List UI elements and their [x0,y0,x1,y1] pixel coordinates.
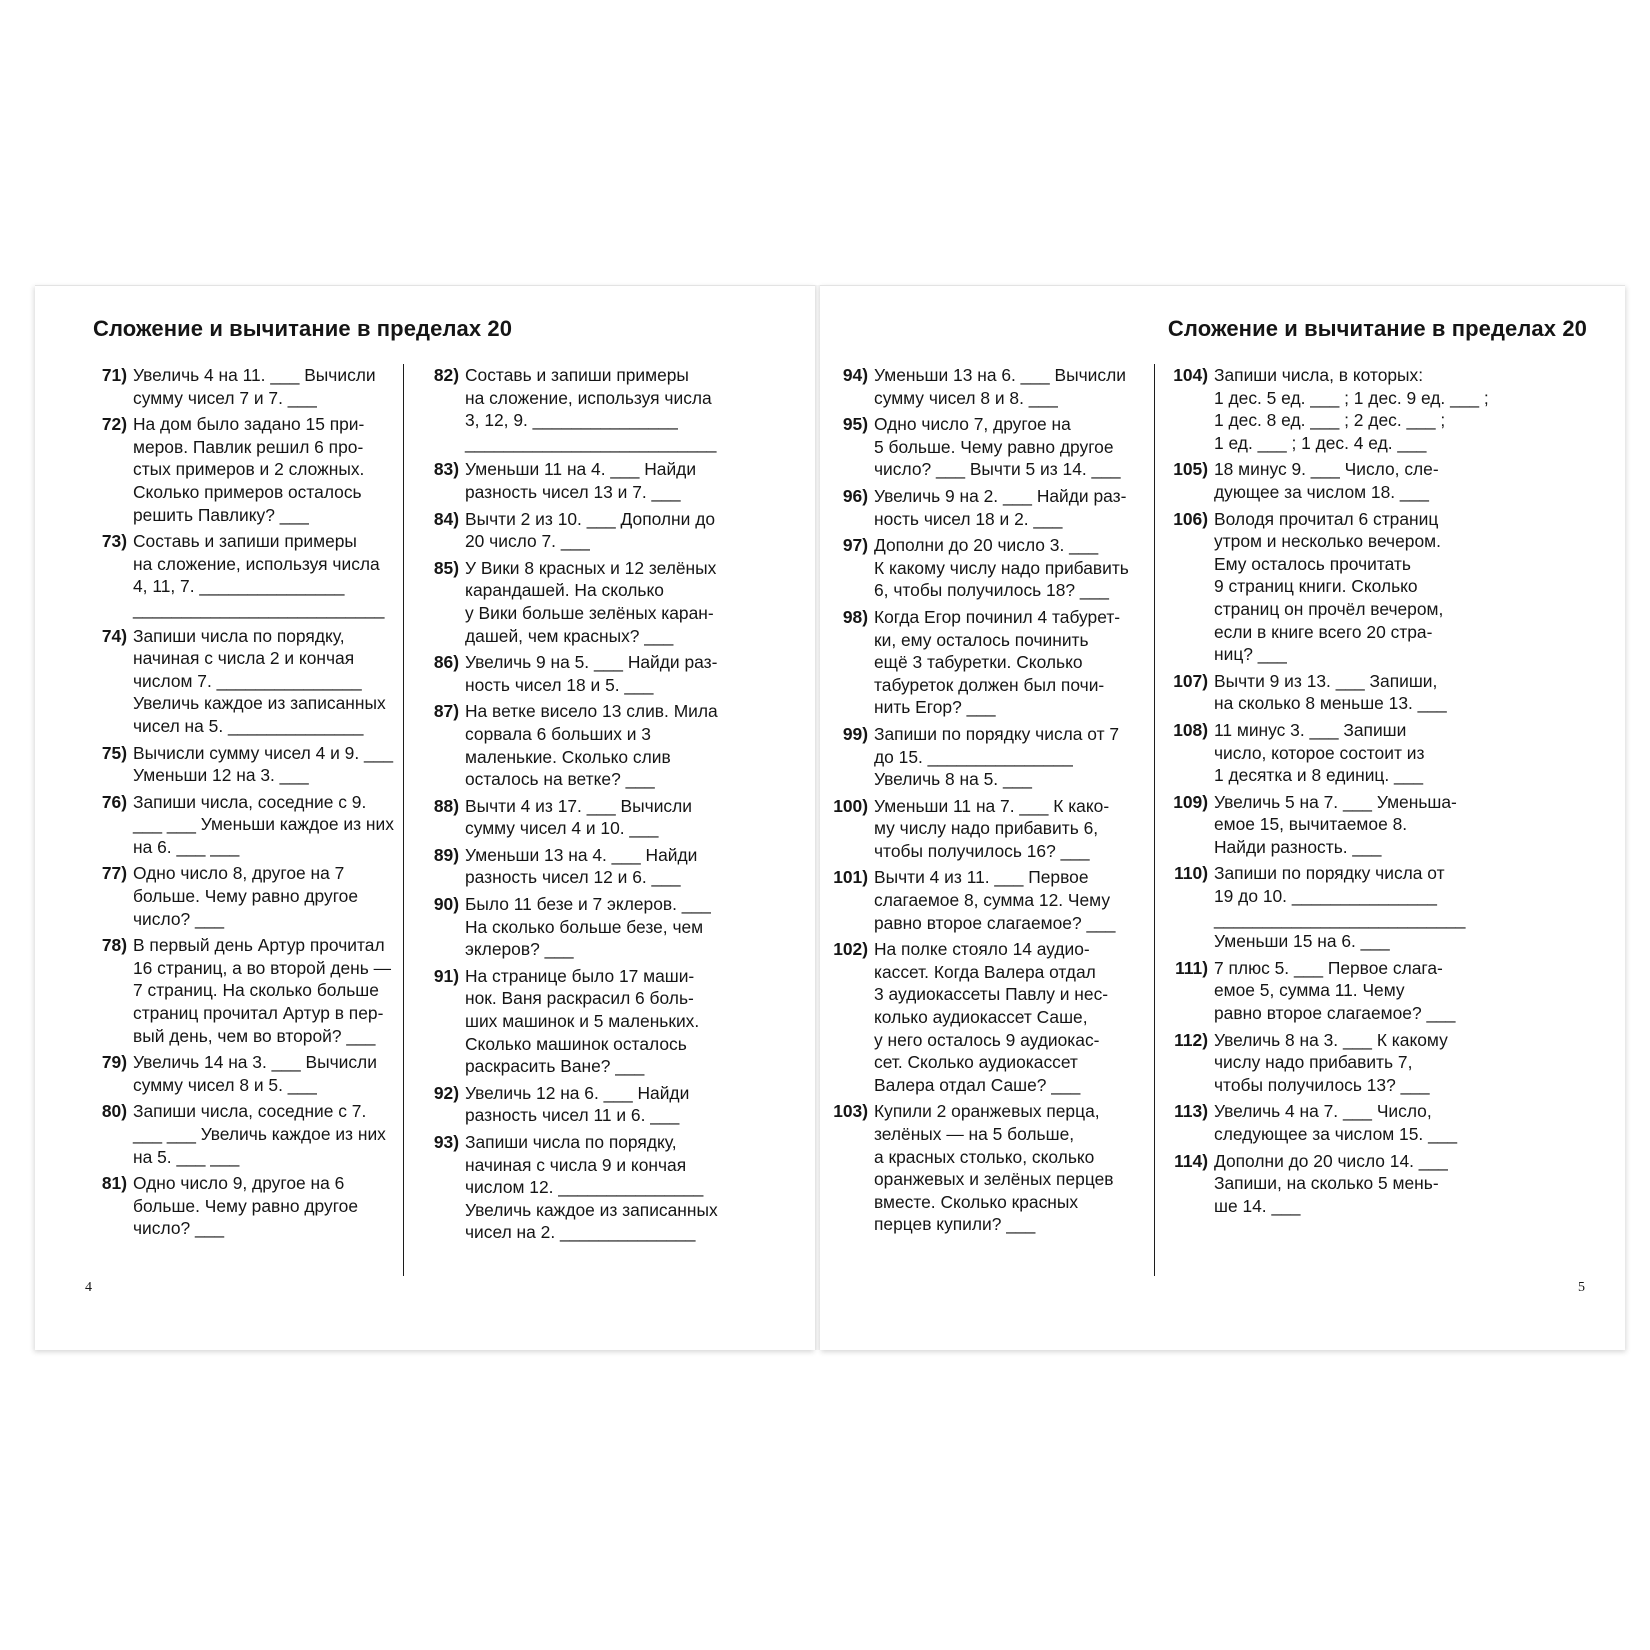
exercise-text: Когда Егор починил 4 табурет- ки, ему осталось починить ещё 3 табуретки. Сколько табуреток должен был почи- нить Егор? ___ [874,606,1121,718]
exercise-text: Дополни до 20 число 14. ___ Запиши, на сколько 5 мень- ше 14. ___ [1214,1150,1448,1216]
exercise-number: 74) [101,625,127,646]
exercise-item [1156,458,1490,503]
exercise-number: 76) [101,791,127,812]
exercise-text: Увеличь 9 на 2. ___ Найди раз- ность чисел 18 и 2. ___ [874,485,1127,529]
exercise-item [816,723,1144,791]
exercise-number: 75) [101,742,127,763]
exercise-item [419,965,739,1078]
exercise-item [419,893,739,961]
exercise-item [87,364,412,409]
exercise-text: Запиши числа, соседние с 9. ___ ___ Уменьши каждое из них на 6. ___ ___ [133,791,394,857]
exercise-number: 97) [842,535,868,556]
exercise-item [419,364,739,454]
exercise-item [1156,862,1490,952]
exercise-item [87,862,412,930]
exercise-text: Увеличь 9 на 5. ___ Найди раз- ность чисел 18 и 5. ___ [465,652,718,695]
exercise-column [816,364,1144,1240]
exercise-item [816,364,1144,409]
exercise-item [1156,1029,1490,1097]
right-page [820,285,1625,1350]
exercise-number: 93) [433,1132,459,1152]
exercise-number: 77) [101,863,127,884]
exercise-item [419,795,739,840]
exercise-number: 113) [1174,1101,1208,1122]
exercise-text: Одно число 7, другое на 5 больше. Чему равно другое число? ___ Вычти 5 из 14. ___ [874,414,1121,480]
exercise-number: 81) [101,1173,127,1194]
exercise-item [87,1051,412,1096]
exercise-text: У Вики 8 красных и 12 зелёных карандашей. На сколько у Вики больше зелёных каран- дашей, чем красных? ___ [465,557,717,646]
exercise-number: 88) [433,795,459,816]
exercise-text: 18 минус 9. ___ Число, сле- дующее за числом 18. ___ [1214,459,1439,502]
exercise-item [1156,957,1490,1025]
exercise-item [1156,719,1490,787]
exercise-number: 85) [433,557,459,578]
exercise-item [87,1172,412,1240]
exercise-text: Запиши числа по порядку, начиная с числа 9 и кончая числом 12. _______________ Увеличь каждое из записанных чисел на 2. ______________ [465,1132,718,1243]
exercise-item [87,625,412,738]
exercise-column [1156,364,1490,1221]
exercise-number: 95) [842,414,868,435]
left-page [35,285,815,1350]
exercise-number: 106) [1173,508,1208,529]
exercise-item [816,534,1144,602]
page-title: Сложение и вычитание в пределах 20 [1167,316,1587,341]
exercise-item [816,866,1144,934]
exercise-item [419,700,739,790]
exercise-number: 112) [1174,1029,1208,1050]
exercise-number: 98) [842,606,868,627]
exercise-text: На дом было задано 15 при- меров. Павлик решил 6 про- стых примеров и 2 сложных. Сколько примеров осталось решить Павлику? ___ [133,414,365,525]
exercise-item [816,1100,1144,1236]
column-divider [1154,364,1155,1276]
exercise-item [87,1100,412,1168]
exercise-item [1156,364,1490,454]
exercise-item [1156,508,1490,666]
exercise-item [87,530,412,620]
exercise-text: Вычисли сумму чисел 4 и 9. ___ Уменьши 12 на 3. ___ [133,742,394,786]
exercise-number: 109) [1173,791,1208,812]
exercise-item [1156,791,1490,859]
exercise-item [816,606,1144,719]
exercise-number: 111) [1175,957,1208,978]
exercise-column [87,364,412,1244]
exercise-number: 72) [101,414,127,435]
exercise-text: Запиши числа, соседние с 7. ___ ___ Увеличь каждое из них на 5. ___ ___ [133,1101,386,1167]
exercise-number: 87) [433,701,459,722]
exercise-item [419,508,739,553]
exercise-number: 86) [433,652,459,673]
exercise-text: Одно число 9, другое на 6 больше. Чему равно другое число? ___ [133,1173,358,1239]
exercise-text: Запиши числа по порядку, начиная с числа 2 и кончая числом 7. _______________ Увеличь каждое из записанных чисел на 5. ______________ [133,625,386,736]
exercise-number: 92) [433,1082,459,1103]
exercise-text: Вычти 9 из 13. ___ Запиши, на сколько 8 меньше 13. ___ [1214,670,1447,714]
exercise-item [1156,1150,1490,1218]
exercise-item [87,791,412,859]
exercise-text: Вычти 2 из 10. ___ Дополни до 20 число 7. ___ [465,508,716,552]
exercise-number: 73) [101,531,127,552]
exercise-item [1156,1100,1490,1145]
exercise-number: 89) [433,844,459,865]
page-number: 5 [1578,1280,1585,1295]
exercise-text: Вычти 4 из 11. ___ Первое слагаемое 8, сумма 12. Чему равно второе слагаемое? ___ [874,867,1116,933]
exercise-text: Увеличь 4 на 7. ___ Число, следующее за числом 15. ___ [1214,1101,1458,1144]
exercise-text: Запиши по порядку числа от 19 до 10. _______________ __________________________ Уменьши 15 на 6. ___ [1214,863,1466,952]
exercise-number: 105) [1173,459,1208,480]
exercise-text: Увеличь 12 на 6. ___ Найди разность чисел 11 и 6. ___ [465,1082,690,1126]
exercise-number: 102) [833,939,868,960]
exercise-text: Купили 2 оранжевых перца, зелёных — на 5 больше, а красных столько, сколько оранжевых и зелёных перцев вместе. Сколько красных перцев купили? ___ [874,1101,1114,1235]
exercise-text: Дополни до 20 число 3. ___ К какому числу надо прибавить 6, чтобы получилось 18? ___ [874,535,1129,601]
exercise-number: 96) [842,485,868,506]
exercise-item [87,742,412,787]
exercise-number: 82) [433,365,459,385]
exercise-number: 94) [842,365,868,385]
exercise-text: Запиши по порядку числа от 7 до 15. _______________ Увеличь 8 на 5. ___ [874,723,1120,790]
exercise-number: 78) [101,935,127,956]
exercise-text: Составь и запиши примеры на сложение, используя числа 3, 12, 9. _______________ __________________________ [465,365,717,453]
exercise-text: В первый день Артур прочитал 16 страниц, а во второй день — 7 страниц. На сколько больше страниц прочитал Артур в пер- вый день, чем во второй? ___ [133,935,392,1046]
exercise-item [1156,670,1490,715]
exercise-text: Увеличь 14 на 3. ___ Вычисли сумму чисел 8 и 5. ___ [133,1052,377,1095]
exercise-text: Запиши числа, в которых: 1 дес. 5 ед. ___ ; 1 дес. 9 ед. ___ ; 1 дес. 8 ед. ___ ; 2 дес. ___ ; 1 ед. ___ ; 1 дес. 4 ед. ___ [1214,365,1489,453]
page-title: Сложение и вычитание в пределах 20 [93,316,513,341]
exercise-item [816,485,1144,530]
exercise-item [419,844,739,889]
exercise-number: 100) [833,795,868,816]
exercise-text: 7 плюс 5. ___ Первое слага- емое 5, сумма 11. Чему равно второе слагаемое? ___ [1214,957,1456,1024]
exercise-number: 107) [1173,670,1208,691]
exercise-text: Вычти 4 из 17. ___ Вычисли сумму чисел 4 и 10. ___ [465,795,692,839]
exercise-number: 110) [1174,863,1208,884]
exercise-text: Уменьши 13 на 6. ___ Вычисли сумму чисел 8 и 8. ___ [874,365,1126,408]
exercise-text: Увеличь 5 на 7. ___ Уменьша- емое 15, вычитаемое 8. Найди разность. ___ [1214,791,1457,857]
exercise-item [816,795,1144,863]
exercise-number: 108) [1173,719,1208,740]
exercise-text: Увеличь 4 на 11. ___ Вычисли сумму чисел 7 и 7. ___ [133,365,376,408]
exercise-item [87,413,412,526]
exercise-item [419,557,739,647]
exercise-number: 71) [101,365,127,385]
exercise-text: Составь и запиши примеры на сложение, используя числа 4, 11, 7. _______________ __________________________ [133,531,385,619]
column-divider [403,364,404,1276]
exercise-text: На полке стояло 14 аудио- кассет. Когда Валера отдал 3 аудиокассеты Павлу и нес- колько аудиокассет Саше, у него осталось 9 аудиокас- сет. Сколько аудиокассет Валера отдал Саше? ___ [874,939,1109,1095]
exercise-column [419,364,739,1248]
exercise-number: 103) [833,1101,868,1122]
exercise-item [419,651,739,696]
exercise-text: Уменьши 11 на 4. ___ Найди разность чисел 13 и 7. ___ [465,459,697,502]
exercise-text: Увеличь 8 на 3. ___ К какому числу надо прибавить 7, чтобы получилось 13? ___ [1214,1029,1448,1095]
exercise-number: 104) [1173,365,1208,385]
exercise-item [419,1082,739,1127]
exercise-number: 99) [842,723,868,744]
exercise-text: Уменьши 11 на 7. ___ К како- му числу надо прибавить 6, чтобы получилось 16? ___ [874,795,1110,861]
exercise-number: 91) [433,965,459,986]
exercise-text: На странице было 17 маши- нок. Ваня раскрасил 6 боль- ших машинок и 5 маленьких. Сколько машинок осталось раскрасить Ване? ___ [465,965,700,1077]
page-number: 4 [85,1280,92,1295]
exercise-text: Володя прочитал 6 страниц утром и несколько вечером. Ему осталось прочитать 9 страниц книги. Сколько страниц он прочёл вечером, если в книге всего 20 стра- ниц? ___ [1214,508,1444,665]
exercise-item [419,458,739,503]
exercise-text: Было 11 безе и 7 эклеров. ___ На сколько больше безе, чем эклеров? ___ [465,894,711,960]
exercise-item [419,1131,739,1244]
exercise-number: 101) [833,867,868,888]
exercise-text: 11 минус 3. ___ Запиши число, которое состоит из 1 десятка и 8 единиц. ___ [1214,719,1425,786]
exercise-item [87,934,412,1047]
exercise-number: 114) [1174,1150,1208,1171]
exercise-item [816,938,1144,1096]
exercise-number: 83) [433,459,459,480]
exercise-text: Уменьши 13 на 4. ___ Найди разность чисел 12 и 6. ___ [465,844,698,888]
exercise-number: 84) [433,508,459,529]
exercise-number: 90) [433,894,459,915]
exercise-number: 79) [101,1052,127,1073]
exercise-text: Одно число 8, другое на 7 больше. Чему равно другое число? ___ [133,863,358,929]
exercise-text: На ветке висело 13 слив. Мила сорвала 6 больших и 3 маленькие. Сколько слив осталось на ветке? ___ [465,701,718,790]
exercise-item [816,413,1144,481]
exercise-number: 80) [101,1101,127,1122]
